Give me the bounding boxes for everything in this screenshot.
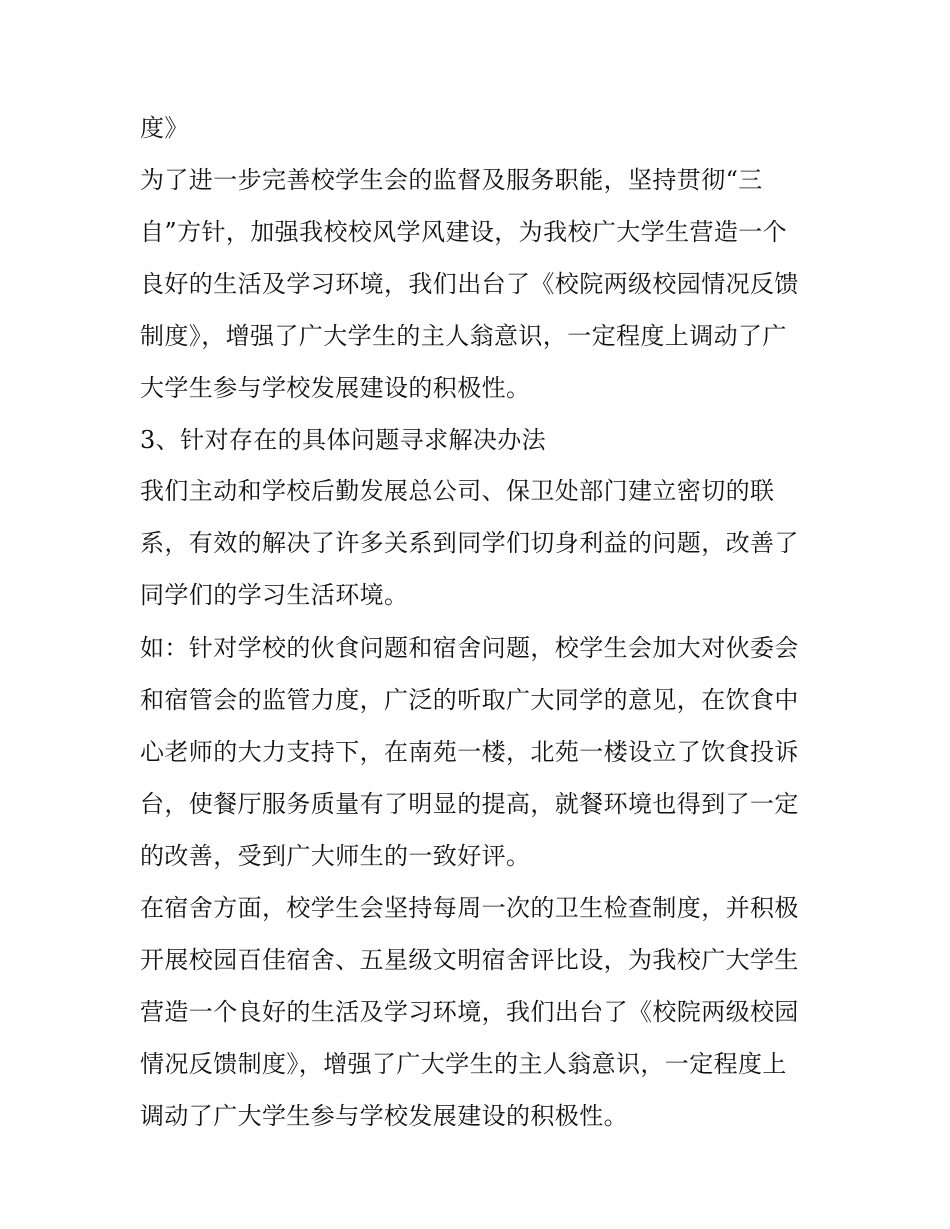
text-line: 大学生参与学校发展建设的积极性。 [140, 374, 531, 402]
text-line: 在宿舍方面，校学生会坚持每周一次的卫生检查制度，并积极 [140, 894, 799, 922]
text-line: 台，使餐厅服务质量有了明显的提高，就餐环境也得到了一定 [140, 790, 799, 818]
text-line: 良好的生活及学习环境，我们出台了《校院两级校园情况反馈 [140, 270, 799, 298]
text-line: 系，有效的解决了许多关系到同学们切身利益的问题，改善了 [140, 529, 799, 557]
text-line: 的改善，受到广大师生的一致好评。 [140, 842, 531, 870]
text-line: 自”方针，加强我校校风学风建设，为我校广大学生营造一个 [140, 218, 788, 246]
text-line: 开展校园百佳宿舍、五星级文明宿舍评比设，为我校广大学生 [140, 946, 799, 974]
text-line: 我们主动和学校后勤发展总公司、保卫处部门建立密切的联 [140, 477, 775, 505]
text-line: 如：针对学校的伙食问题和宿舍问题，校学生会加大对伙委会 [140, 634, 799, 662]
text-line: 情况反馈制度》，增强了广大学生的主人翁意识，一定程度上 [140, 1050, 787, 1078]
text-line: 心老师的大力支持下，在南苑一楼，北苑一楼设立了饮食投诉 [140, 738, 799, 766]
text-line: 度》 [140, 114, 189, 142]
text-line: 和宿管会的监管力度，广泛的听取广大同学的意见，在饮食中 [140, 686, 799, 714]
text-line: 营造一个良好的生活及学习环境，我们出台了《校院两级校园 [140, 998, 799, 1026]
section-heading: 3、针对存在的具体问题寻求解决办法 [140, 426, 547, 454]
text-line: 同学们的学习生活环境。 [140, 581, 409, 609]
text-line: 为了进一步完善校学生会的监督及服务职能，坚持贯彻“三 [140, 166, 763, 194]
text-line: 调动了广大学生参与学校发展建设的积极性。 [140, 1102, 628, 1130]
text-line: 制度》，增强了广大学生的主人翁意识，一定程度上调动了广 [140, 322, 787, 350]
